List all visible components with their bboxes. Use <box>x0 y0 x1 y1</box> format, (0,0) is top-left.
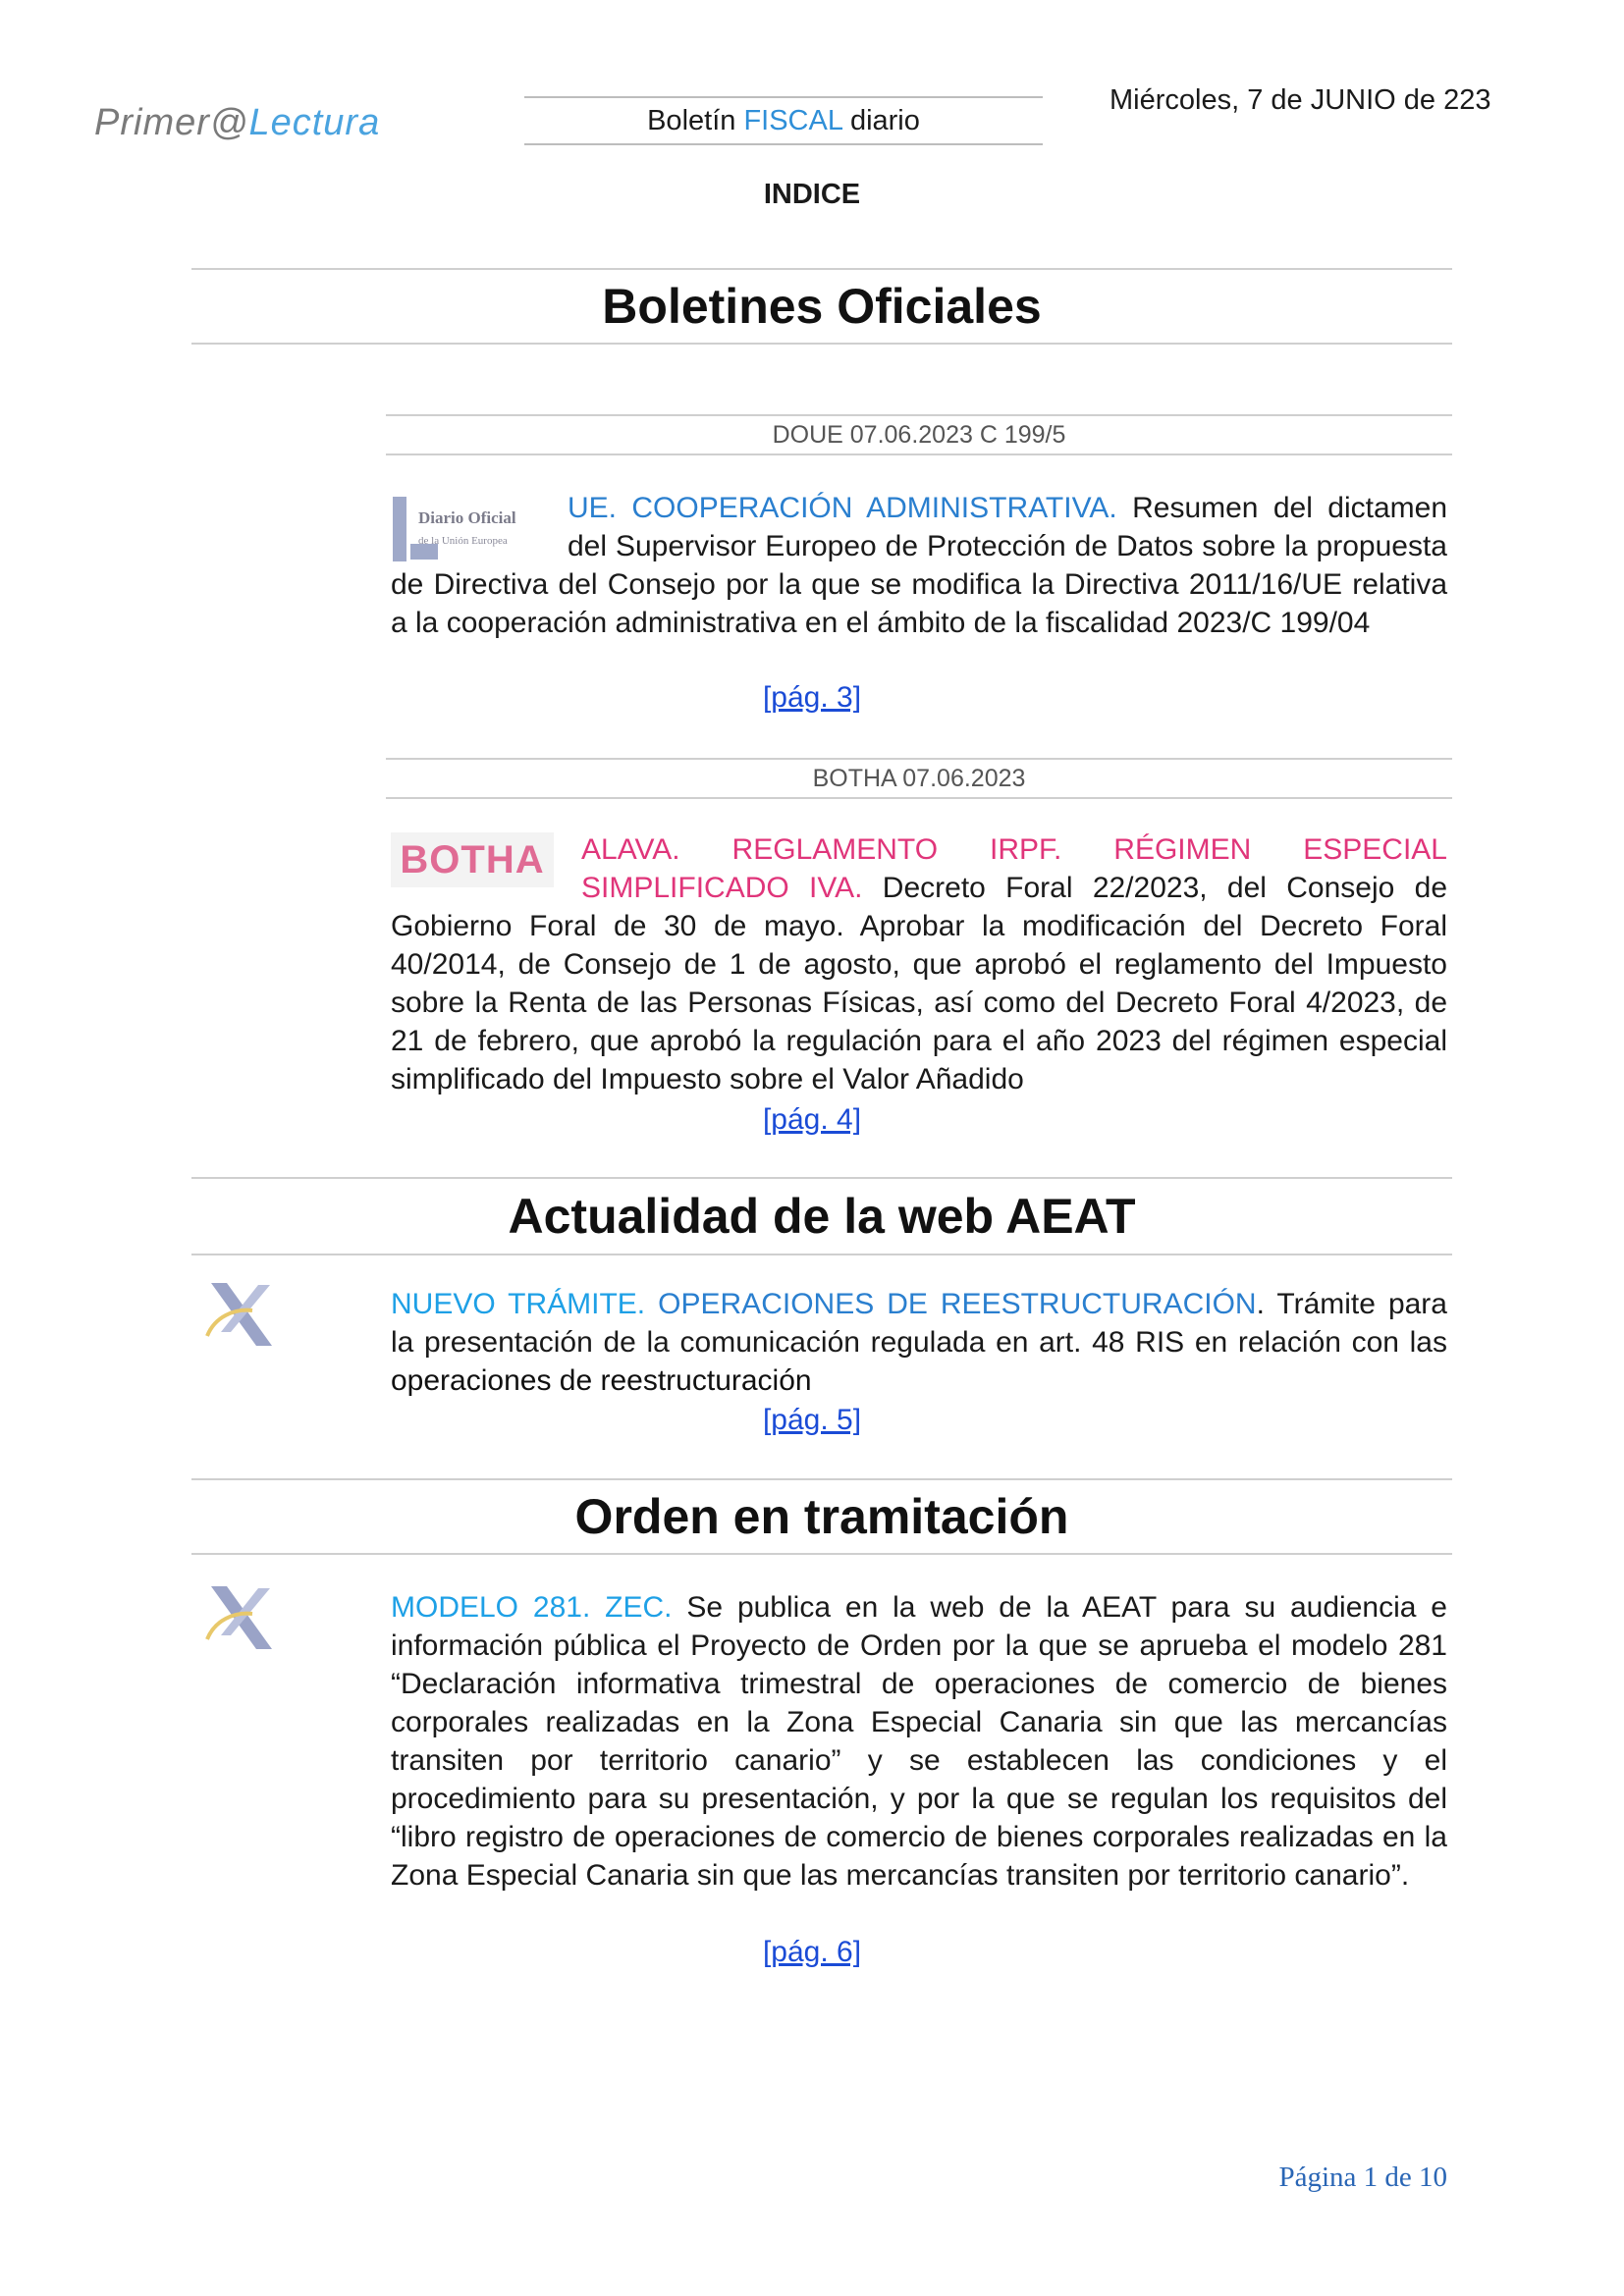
aeat1-title-b: OPERACIONES DE REESTRUCTURACIÓN <box>645 1288 1257 1320</box>
entry-modelo-281 <box>391 1588 1447 1895</box>
section-boletines: Boletines Oficiales <box>191 268 1452 345</box>
section-orden: Orden en tramitación <box>191 1478 1452 1555</box>
page-link-3[interactable]: [pág. 3] <box>762 681 862 714</box>
aeat2-body: Se publica en la web de la AEAT para su audiencia e información pública el Proyecto de Orden por la que se aprueba el modelo 281 “Declaración informativa trimestral de operaciones de comercio de bienes corporales realizadas en la Zona Especial Canaria sin que las mercancías transiten por territorio canario” y se establecen las condiciones y el procedimiento para su presentación, y por la que se regulan los requisitos del “libro registro de operaciones de comercio de bienes corporales realizadas en la Zona Especial Canaria sin que las mercancías transiten por territorio canario”. <box>391 1591 1447 1892</box>
page-link-row <box>0 1404 1624 1437</box>
doue-title: UE. COOPERACIÓN ADMINISTRATIVA. <box>568 492 1117 524</box>
page-link-6[interactable]: [pág. 6] <box>762 1936 862 1968</box>
source-botha: BOTHA 07.06.2023 <box>386 758 1452 799</box>
section-actualidad: Actualidad de la web AEAT <box>191 1177 1452 1255</box>
bulletin-post: diario <box>841 105 920 136</box>
entry-botha <box>391 830 1447 1098</box>
doue-body: Resumen del dictamen del Supervisor Europeo de Protección de Datos sobre la propuesta de Directiva del Consejo por la que se modifica la Directiva 2011/16/UE relativa a la cooperación administrativa en el ámbito de la fiscalidad 2023/C 199/04 <box>391 492 1448 639</box>
bulletin-fiscal: FISCAL <box>743 105 842 136</box>
aeat-logo-icon <box>201 1279 280 1350</box>
botha-logo-icon: BOTHA <box>391 832 554 887</box>
botha-body: Decreto Foral 22/2023, del Consejo de Gobierno Foral de 30 de mayo. Aprobar la modificación del Decreto Foral 40/2014, de Consejo de 1 de agosto, que aprobó el reglamento del Impuesto sobre la Renta de las Personas Físicas, así como del Decreto Foral 4/2023, de 21 de febrero, que aprobó la regulación para el año 2023 del régimen especial simplificado del Impuesto sobre el Valor Añadido <box>391 872 1448 1095</box>
page-number: Página 1 de 10 <box>1278 2162 1447 2193</box>
page-link-row <box>0 681 1624 715</box>
page-link-row <box>0 1936 1624 1969</box>
entry-doue <box>391 489 1447 642</box>
doue-logo-line1: Diario Oficial <box>418 508 516 527</box>
logo-part2: Lectura <box>248 102 381 143</box>
diario-oficial-logo-icon <box>391 495 540 565</box>
primera-lectura-logo <box>94 102 380 144</box>
aeat1-body-dark: operaciones de reestructuración <box>391 1364 812 1397</box>
doue-logo-line2: de la Unión Europea <box>418 535 508 547</box>
aeat2-title: MODELO 281. ZEC. <box>391 1591 673 1624</box>
logo-part1: Primer@ <box>94 102 249 143</box>
aeat1-body: . Trámite para la presentación de la comunicación regulada en art. 48 RIS en relación con las <box>391 1288 1447 1359</box>
aeat-logo-icon <box>201 1582 280 1653</box>
bulletin-title <box>524 96 1043 145</box>
index-title: INDICE <box>763 179 861 210</box>
aeat1-title-a: NUEVO TRÁMITE. <box>391 1288 646 1320</box>
page-link-row <box>0 1103 1624 1137</box>
source-doue: DOUE 07.06.2023 C 199/5 <box>386 414 1452 455</box>
bulletin-pre: Boletín <box>647 105 744 136</box>
page-link-4[interactable]: [pág. 4] <box>762 1103 862 1136</box>
entry-aeat-tramite <box>391 1285 1447 1400</box>
botha-title: ALAVA. REGLAMENTO IRPF. RÉGIMEN ESPECIAL SIMPLIFICADO IVA. <box>581 833 1447 904</box>
page-link-5[interactable]: [pág. 5] <box>762 1404 862 1436</box>
header-date: Miércoles, 7 de JUNIO de 223 <box>1110 84 1491 116</box>
